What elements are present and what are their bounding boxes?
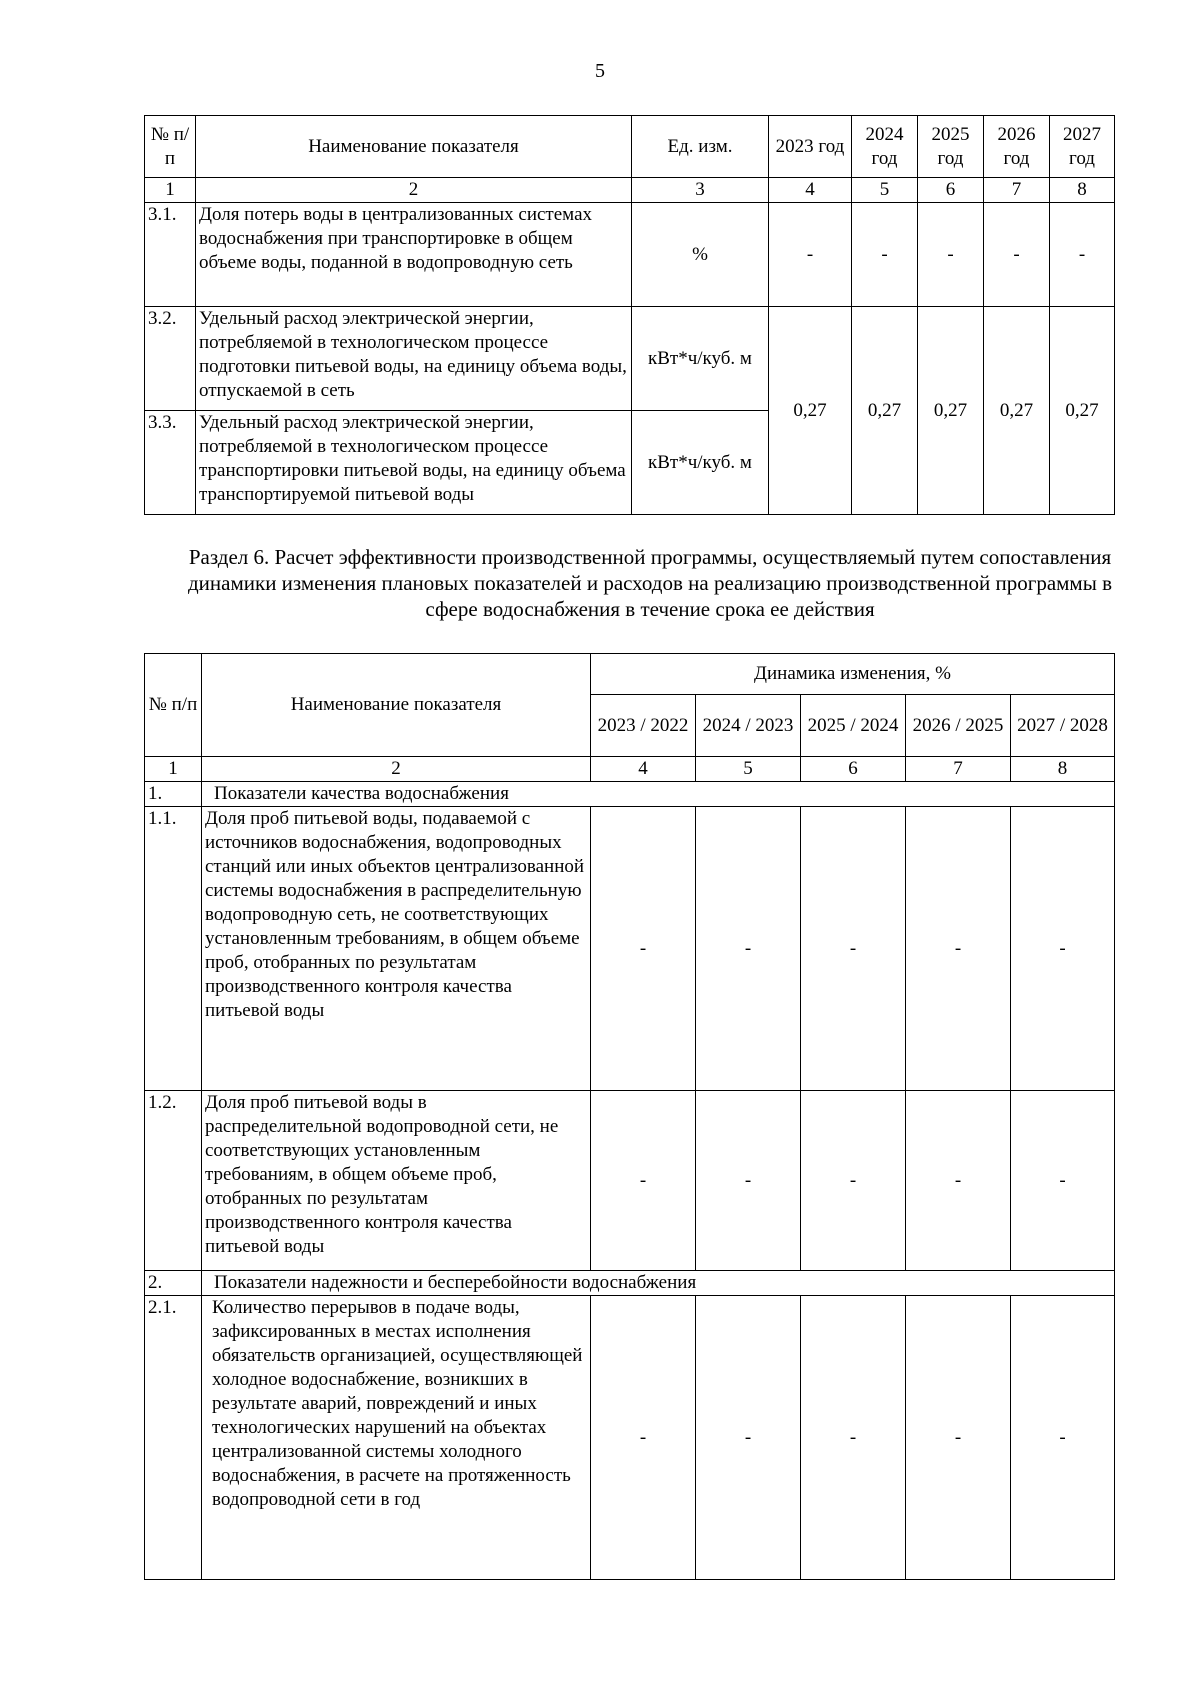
column-index: 4 (591, 757, 696, 782)
column-index: 8 (1011, 757, 1115, 782)
header-year: 2025 год (918, 116, 984, 178)
header-period: 2023 / 2022 (591, 695, 696, 757)
row-value: - (591, 1296, 696, 1580)
page-number: 5 (595, 60, 605, 82)
row-name: Доля проб питьевой воды в распределительной водопроводной сети, не соответствующих установленным требованиям, в общем объеме проб, отобранных по результатам производственного контроля качества питьевой воды (202, 1091, 591, 1271)
row-name: Доля потерь воды в централизованных системах водоснабжения при транспортировке в общем объеме воды, поданной в водопроводную сеть (196, 203, 632, 307)
header-num: № п/п (145, 116, 196, 178)
header-year: 2027 год (1050, 116, 1115, 178)
section-num: 1. (145, 782, 202, 807)
row-num: 2.1. (145, 1296, 202, 1580)
efficiency-table (144, 653, 1115, 1580)
table-row (145, 203, 1115, 307)
header-period: 2026 / 2025 (906, 695, 1011, 757)
row-value: - (1011, 807, 1115, 1091)
column-index: 8 (1050, 178, 1115, 203)
row-value: - (801, 807, 906, 1091)
row-value: - (696, 1296, 801, 1580)
column-index: 6 (801, 757, 906, 782)
header-period: 2027 / 2028 (1011, 695, 1115, 757)
row-value: - (591, 1091, 696, 1271)
row-name: Количество перерывов в подаче воды, зафиксированных в местах исполнения обязательств организацией, осуществляющей холодное водоснабжение, возникших в результате аварий, повреждений и иных технологических нарушений на объектах централизованной системы холодного водоснабжения, в расчете на протяженность водопроводной сети в год (202, 1296, 591, 1580)
indicators-table (144, 115, 1115, 515)
row-name: Доля проб питьевой воды, подаваемой с источников водоснабжения, водопроводных станций или иных объектов централизованной системы водоснабжения в распределительную водопроводную сеть, не соответствующих установленным требованиям, в общем объеме проб, отобранных по результатам производственного контроля качества питьевой воды (202, 807, 591, 1091)
column-index: 5 (852, 178, 918, 203)
row-unit: кВт*ч/куб. м (632, 411, 769, 515)
row-value: - (906, 807, 1011, 1091)
section-num: 2. (145, 1271, 202, 1296)
row-num: 3.3. (145, 411, 196, 515)
column-index: 6 (918, 178, 984, 203)
row-value: - (769, 203, 852, 307)
merged-value: 0,27 (1050, 307, 1115, 515)
row-name: Удельный расход электрической энергии, потребляемой в технологическом процессе подготовки питьевой воды, на единицу объема воды, отпускаемой в сеть (196, 307, 632, 411)
row-value: - (984, 203, 1050, 307)
row-num: 1.1. (145, 807, 202, 1091)
row-value: - (696, 1091, 801, 1271)
header-unit: Ед. изм. (632, 116, 769, 178)
section-title: Показатели надежности и бесперебойности водоснабжения (202, 1271, 1115, 1296)
row-name: Удельный расход электрической энергии, потребляемой в технологическом процессе транспортировки питьевой воды, на единицу объема транспортируемой питьевой воды (196, 411, 632, 515)
row-unit: % (632, 203, 769, 307)
row-value: - (918, 203, 984, 307)
header-period: 2025 / 2024 (801, 695, 906, 757)
row-value: - (906, 1296, 1011, 1580)
row-value: - (591, 807, 696, 1091)
row-num: 3.1. (145, 203, 196, 307)
header-year: 2024 год (852, 116, 918, 178)
header-name: Наименование показателя (202, 654, 591, 757)
header-period: 2024 / 2023 (696, 695, 801, 757)
header-num: № п/п (145, 654, 202, 757)
section-row (145, 782, 1115, 807)
column-index: 2 (202, 757, 591, 782)
column-index: 1 (145, 757, 202, 782)
section-heading: Раздел 6. Расчет эффективности производственной программы, осуществляемый путем сопоставления динамики изменения плановых показателей и расходов на реализацию производственной программы в сфере водоснабжения в течение срока ее действия (187, 545, 1112, 621)
column-index: 1 (145, 178, 196, 203)
table-row (145, 307, 1115, 411)
table-row (145, 1091, 1115, 1271)
row-value: - (1011, 1091, 1115, 1271)
row-value: - (801, 1296, 906, 1580)
merged-value: 0,27 (984, 307, 1050, 515)
row-unit: кВт*ч/куб. м (632, 307, 769, 411)
table-row (145, 807, 1115, 1091)
table-row (145, 1296, 1115, 1580)
merged-value: 0,27 (918, 307, 984, 515)
column-index: 2 (196, 178, 632, 203)
header-name: Наименование показателя (196, 116, 632, 178)
column-index: 7 (984, 178, 1050, 203)
row-num: 1.2. (145, 1091, 202, 1271)
row-value: - (696, 807, 801, 1091)
section-row (145, 1271, 1115, 1296)
column-index-row (145, 757, 1115, 782)
row-num: 3.2. (145, 307, 196, 411)
column-index: 4 (769, 178, 852, 203)
row-value: - (852, 203, 918, 307)
header-year: 2026 год (984, 116, 1050, 178)
table-header-row (145, 116, 1115, 178)
row-value: - (1050, 203, 1115, 307)
column-index-row (145, 178, 1115, 203)
header-dynamics: Динамика изменения, % (591, 654, 1115, 695)
column-index: 3 (632, 178, 769, 203)
section-title: Показатели качества водоснабжения (202, 782, 1115, 807)
row-value: - (801, 1091, 906, 1271)
row-value: - (906, 1091, 1011, 1271)
merged-value: 0,27 (769, 307, 852, 515)
column-index: 5 (696, 757, 801, 782)
table-header-row (145, 654, 1115, 695)
merged-value: 0,27 (852, 307, 918, 515)
column-index: 7 (906, 757, 1011, 782)
header-year: 2023 год (769, 116, 852, 178)
row-value: - (1011, 1296, 1115, 1580)
